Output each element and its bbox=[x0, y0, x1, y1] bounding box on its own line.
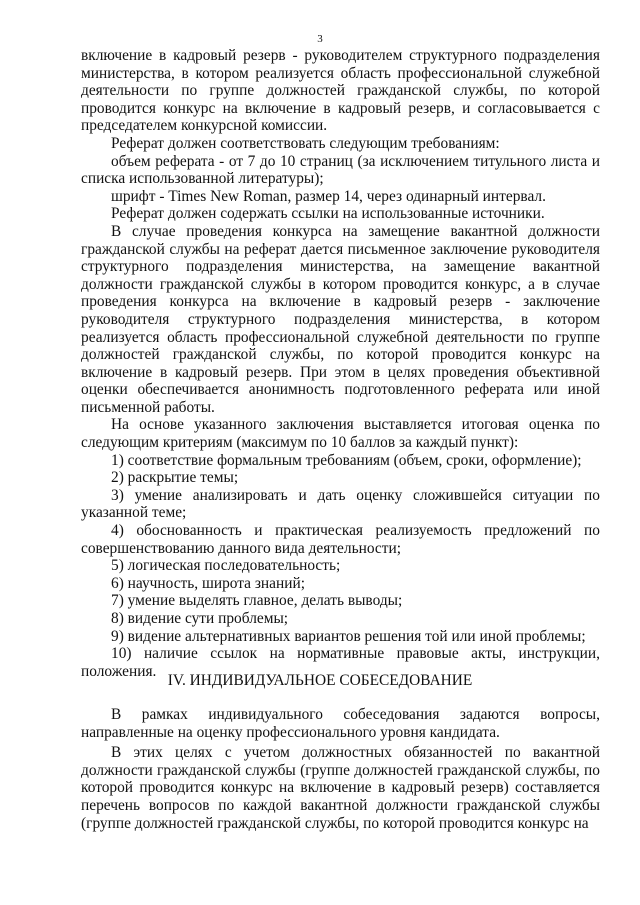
paragraph-criteria-intro: На основе указанного заключения выставляется итоговая оценка по следующим критериям (максимум по 10 баллов за каждый пункт): bbox=[81, 416, 600, 452]
criterion-item: 7) умение выделять главное, делать выводы; bbox=[111, 592, 403, 610]
criterion-item: 4) обоснованность и практическая реализуемость предложений по совершенствованию данного вида деятельности; bbox=[81, 522, 600, 557]
paragraph-font: шрифт - Times New Roman, размер 14, через одинарный интервал. bbox=[111, 187, 546, 205]
paragraph-interview: В рамках индивидуального собеседования задаются вопросы, направленные на оценку профессионального уровня кандидата. bbox=[81, 706, 600, 741]
criterion-item: 3) умение анализировать и дать оценку сложившейся ситуации по указанной теме; bbox=[81, 486, 600, 522]
paragraph-questions: В этих целях с учетом должностных обязанностей по вакантной должности гражданской службы (группе должностей гражданской службы, по которой проводится конкурс на включение в кадровый резерв) составляется перечень вопросов по каждой вакантной должности гражданской службы (группе должностей гражданской службы, по которой проводится конкурс на bbox=[81, 744, 600, 832]
criterion-item: 6) научность, широта знаний; bbox=[111, 574, 305, 592]
paragraph-continuation: включение в кадровый резерв - руководителем структурного подразделения министерства, в котором реализуется область профессиональной служебной деятельности по группе должностей гражданской службы, по которой проводится конкурс на включение в кадровый резерв, и согласовывается с председателем конкурсной комиссии. bbox=[81, 47, 600, 135]
criterion-item: 9) видение альтернативных вариантов решения той или иной проблемы; bbox=[111, 627, 586, 645]
paragraph-references: Реферат должен содержать ссылки на использованные источники. bbox=[111, 205, 545, 223]
criterion-item: 2) раскрытие темы; bbox=[111, 469, 239, 487]
criterion-item: 5) логическая последовательность; bbox=[111, 557, 341, 575]
section-heading: IV. ИНДИВИДУАЛЬНОЕ СОБЕСЕДОВАНИЕ bbox=[167, 672, 473, 689]
paragraph-conclusion: В случае проведения конкурса на замещение вакантной должности гражданской службы на реферат дается письменное заключение руководителя структурного подразделения министерства, на замещение вакантной должности гражданской службы в котором проводится конкурс, а в случае проведения конкурса на включение в кадровый резерв - заключение руководителя структурного подразделения министерства, в котором реализуется область профессиональной служебной деятельности по группе должностей гражданской службы, по которой проводится конкурс на включение в кадровый резерв. При этом в целях проведения объективной оценки обеспечивается анонимность подготовленного реферата или иной письменной работы. bbox=[81, 222, 600, 416]
paragraph-volume: объем реферата - от 7 до 10 страниц (за исключением титульного листа и списка использованной литературы); bbox=[81, 152, 600, 188]
body-text bbox=[81, 47, 600, 680]
section-body-text bbox=[81, 706, 600, 832]
criterion-item: 8) видение сути проблемы; bbox=[111, 610, 289, 627]
criterion-item: 1) соответствие формальным требованиям (объем, сроки, оформление); bbox=[111, 451, 582, 469]
page-number: 3 bbox=[317, 33, 323, 45]
paragraph-requirements-intro: Реферат должен соответствовать следующим требованиям: bbox=[111, 134, 500, 152]
criterion-item: 10) наличие ссылок на нормативные правовые акты, инструкции, положения. bbox=[81, 645, 600, 680]
